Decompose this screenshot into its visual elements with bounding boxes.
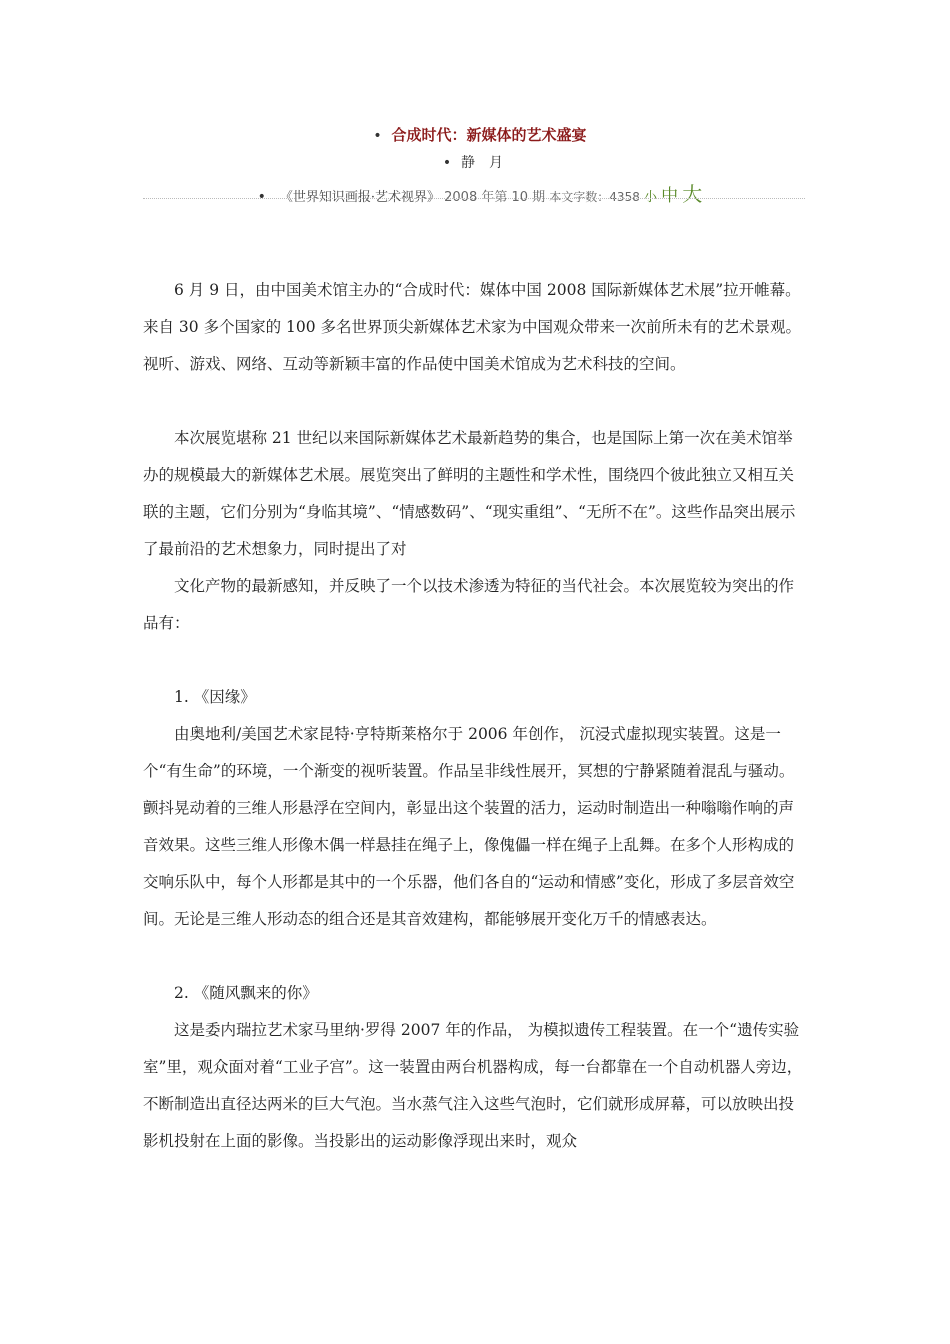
work-1-description: 由奥地利/美国艺术家昆特·亨特斯莱格尔于 2006 年创作， 沉浸式虚拟现实装置。这是一个“有生命”的环境，一个渐变的视听装置。作品呈非线性展开，冥想的宁静紧随着混乱与骚动。颤抖晃动着的三维人形悬浮在空间内，彰显出这个装置的活力，运动时制造出一种嗡嗡作响的声音效果。这些三维人形像木偶一样悬挂在绳子上，像傀儡一样在绳子上乱舞。在多个人形构成的交响乐队中，每个人形都是其中的一个乐器，他们各自的“运动和情感”变化，形成了多层音效空间。无论是三维人形动态的组合还是其音效建构，都能够展开变化万千的情感表达。: [143, 725, 795, 928]
font-size-medium-link[interactable]: 中: [661, 186, 679, 206]
author-name: 静月: [461, 155, 517, 171]
source-line: [0, 178, 950, 207]
word-count: 本文字数：4358: [549, 190, 640, 204]
bullet-icon: •: [257, 189, 266, 205]
bullet-icon: •: [373, 128, 382, 144]
work-1-title: 1. 《因缘》: [174, 688, 256, 706]
issue-number: 2008 年第 10 期: [444, 190, 546, 205]
publication-name: 《世界知识画报·艺术视界》: [279, 190, 440, 205]
article-body: [143, 272, 807, 1160]
paragraph-exhibition: 本次展览堪称 21 世纪以来国际新媒体艺术最新趋势的集合，也是国际上第一次在美术馆举办的规模最大的新媒体艺术展。展览突出了鲜明的主题性和学术性，围绕四个彼此独立又相互关联的主题，它们分别为“身临其境”、“情感数码”、“现实重组”、“无所不在”。这些作品突出展示了最前沿的艺术想象力，同时提出了对: [143, 429, 796, 558]
work-2-title: 2. 《随风飘来的你》: [174, 984, 318, 1002]
paragraph-highlights: 文化产物的最新感知，并反映了一个以技术渗透为特征的当代社会。本次展览较为突出的作品有：: [143, 577, 795, 632]
bullet-icon: •: [442, 155, 452, 171]
header-divider: [143, 198, 805, 199]
paragraph-intro: 6 月 9 日，由中国美术馆主办的“合成时代：媒体中国 2008 国际新媒体艺术展”拉开帷幕。来自 30 多个国家的 100 多名世界顶尖新媒体艺术家为中国观众带来一次前所未有的艺术景观。视听、游戏、网络、互动等新颖丰富的作品使中国美术馆成为艺术科技的空间。: [143, 281, 802, 373]
work-2-description: 这是委内瑞拉艺术家马里纳·罗得 2007 年的作品， 为模拟遗传工程装置。在一个“遗传实验室”里，观众面对着“工业子宫”。这一装置由两台机器构成，每一台都靠在一个自动机器人旁边，不断制造出直径达两米的巨大气泡。当水蒸气注入这些气泡时，它们就形成屏幕，可以放映出投影机投射在上面的影像。当投影出的运动影像浮现出来时，观众: [143, 1021, 803, 1150]
font-size-large-link[interactable]: 大: [682, 182, 703, 206]
author-line: [0, 152, 950, 172]
article-title: 合成时代：新媒体的艺术盛宴: [391, 126, 587, 144]
font-size-small-link[interactable]: 小: [643, 190, 657, 205]
title-line: [0, 124, 950, 145]
